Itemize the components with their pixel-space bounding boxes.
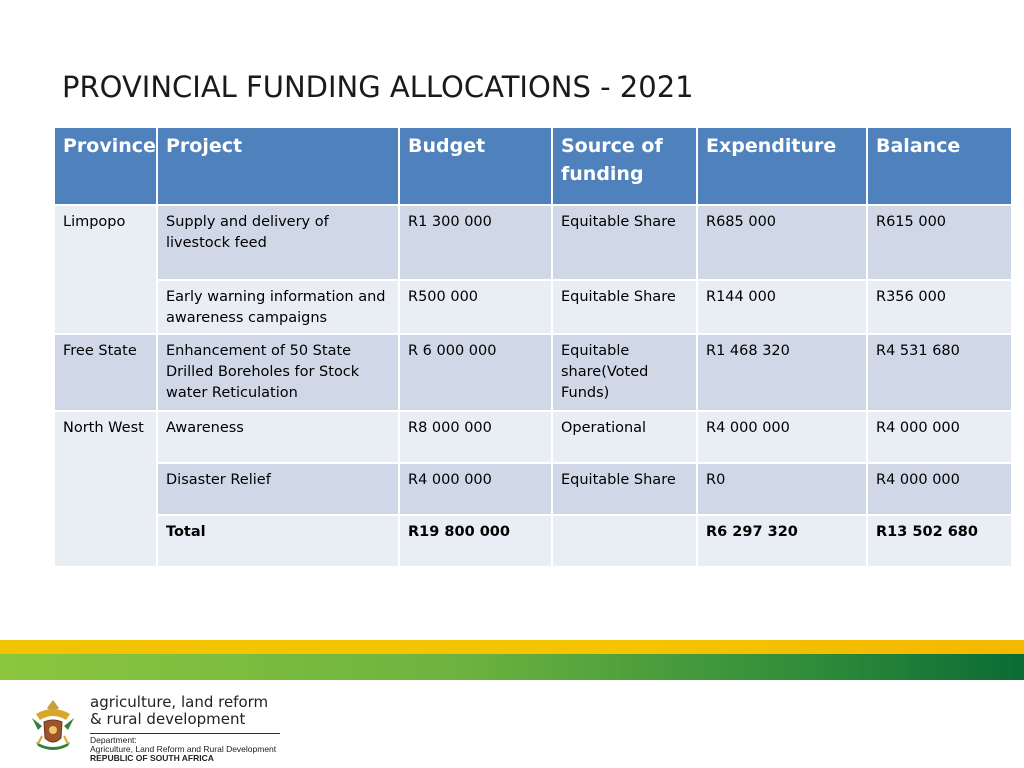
header-project: Project: [157, 127, 399, 205]
cell-expenditure: R1 468 320: [697, 334, 867, 411]
cell-expenditure: R0: [697, 463, 867, 515]
table-row-total: [54, 515, 1012, 567]
funding-table: [53, 126, 1013, 568]
department-logo: [28, 690, 298, 762]
cell-budget: R8 000 000: [399, 411, 552, 463]
logo-line-2: & rural development: [90, 710, 246, 728]
cell-expenditure: R4 000 000: [697, 411, 867, 463]
header-budget: Budget: [399, 127, 552, 205]
cell-balance: R4 000 000: [867, 463, 1012, 515]
header-source: Source of funding: [552, 127, 697, 205]
cell-source: Equitable Share: [552, 463, 697, 515]
cell-balance: R615 000: [867, 205, 1012, 280]
coat-of-arms-icon: [28, 696, 78, 754]
cell-source: Equitable Share: [552, 205, 697, 280]
cell-project: Awareness: [157, 411, 399, 463]
cell-province: Limpopo: [54, 205, 157, 334]
footer-yellow-band: [0, 640, 1024, 654]
cell-budget: R500 000: [399, 280, 552, 334]
cell-province: North West: [54, 411, 157, 567]
logo-dept-label: Department:: [90, 735, 137, 745]
cell-balance: R4 000 000: [867, 411, 1012, 463]
cell-total-expenditure: R6 297 320: [697, 515, 867, 567]
cell-project: Early warning information and awareness campaigns: [157, 280, 399, 334]
logo-line-1: agriculture, land reform: [90, 693, 269, 711]
table-row: [54, 205, 1012, 280]
cell-budget: R1 300 000: [399, 205, 552, 280]
header-expenditure: Expenditure: [697, 127, 867, 205]
logo-divider: [90, 733, 280, 734]
cell-project: Enhancement of 50 State Drilled Boreholes for Stock water Reticulation: [157, 334, 399, 411]
cell-source: Equitable Share: [552, 280, 697, 334]
logo-country: REPUBLIC OF SOUTH AFRICA: [90, 753, 214, 763]
cell-total-source: [552, 515, 697, 567]
header-province: Province: [54, 127, 157, 205]
cell-budget: R4 000 000: [399, 463, 552, 515]
page-title: PROVINCIAL FUNDING ALLOCATIONS - 2021: [62, 70, 694, 104]
table-row: [54, 463, 1012, 515]
table-row: [54, 280, 1012, 334]
cell-balance: R356 000: [867, 280, 1012, 334]
cell-expenditure: R685 000: [697, 205, 867, 280]
cell-source: Equitable share(Voted Funds): [552, 334, 697, 411]
cell-project: Supply and delivery of livestock feed: [157, 205, 399, 280]
cell-total-balance: R13 502 680: [867, 515, 1012, 567]
header-balance: Balance: [867, 127, 1012, 205]
cell-total-budget: R19 800 000: [399, 515, 552, 567]
logo-text: [90, 694, 280, 763]
cell-expenditure: R144 000: [697, 280, 867, 334]
cell-province: Free State: [54, 334, 157, 411]
cell-project: Disaster Relief: [157, 463, 399, 515]
cell-balance: R4 531 680: [867, 334, 1012, 411]
table-row: [54, 334, 1012, 411]
footer-green-band: [0, 654, 1024, 680]
cell-budget: R 6 000 000: [399, 334, 552, 411]
table-row: [54, 411, 1012, 463]
cell-total-label: Total: [157, 515, 399, 567]
table-header-row: [54, 127, 1012, 205]
logo-dept-name: Agriculture, Land Reform and Rural Development: [90, 744, 277, 754]
cell-source: Operational: [552, 411, 697, 463]
